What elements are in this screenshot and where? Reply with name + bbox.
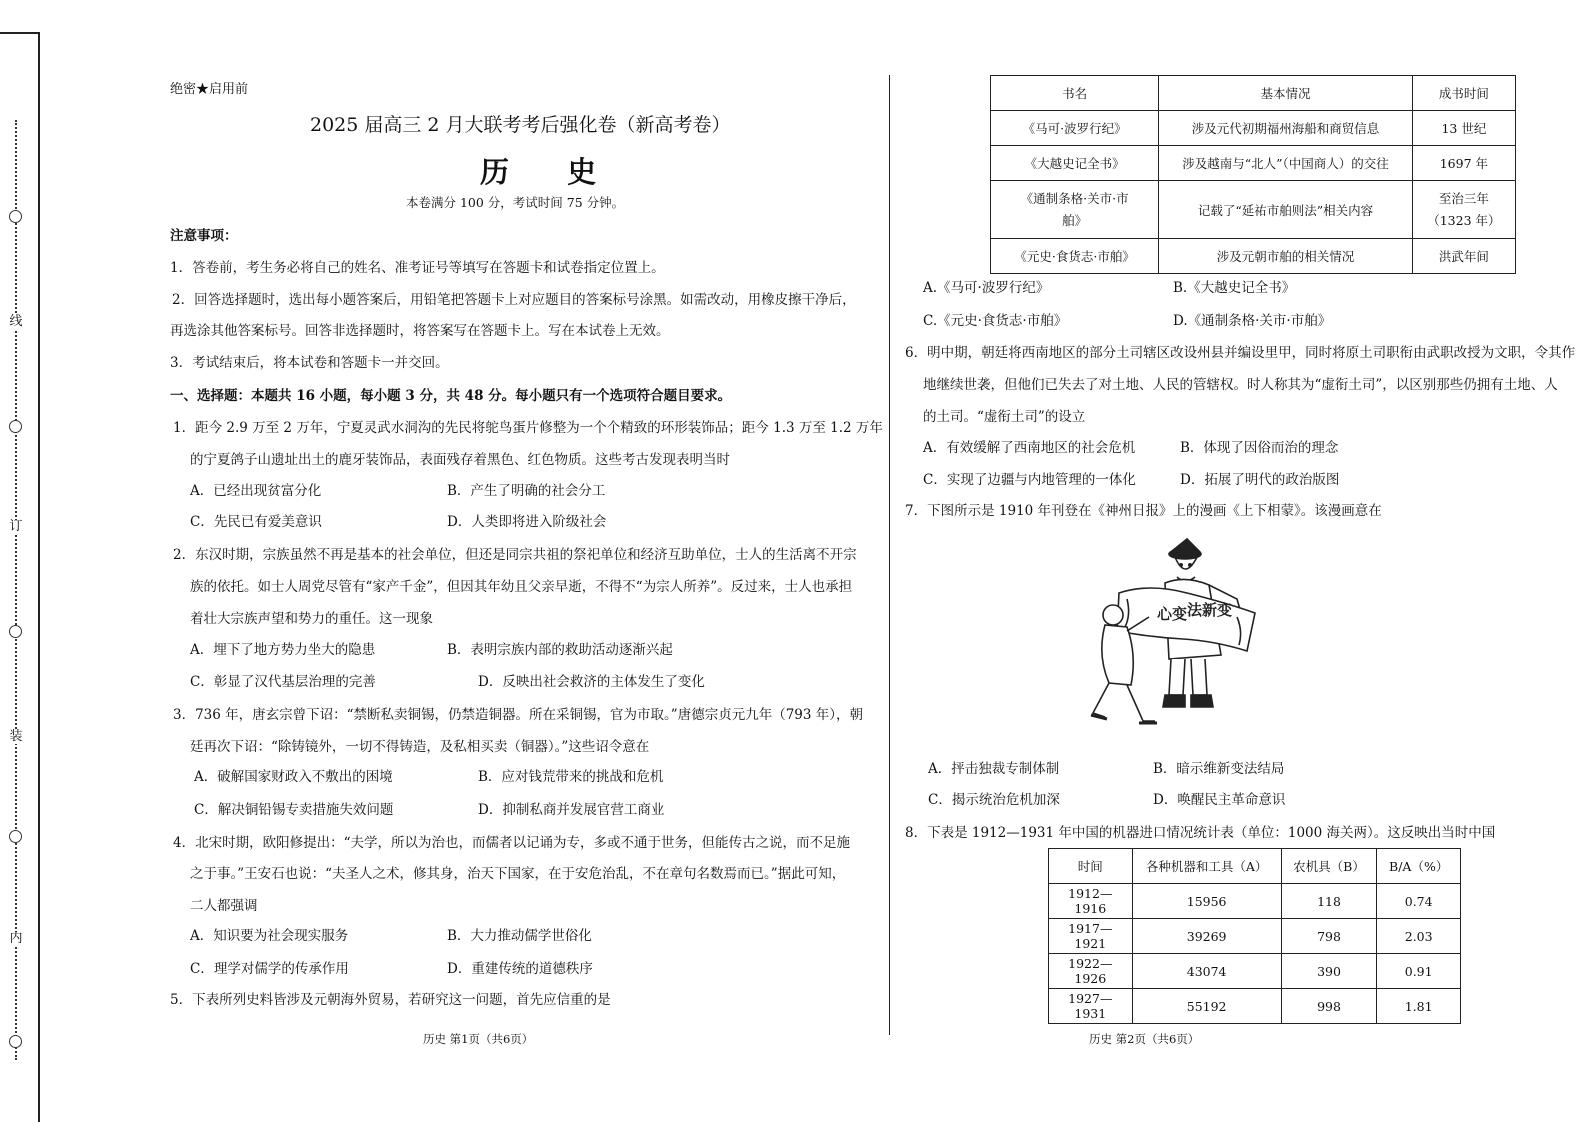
footer-page-2: 历史 第2页（共6页） [1089,1032,1200,1046]
option-b: B．暗示维新变法结局 [1153,761,1285,777]
table-cell [991,181,1159,239]
table-cell: 记载了“延祐市舶则法”相关内容 [1159,181,1412,239]
score-info: 本卷满分 100 分，考试时间 75 分钟。 [406,195,625,210]
option-a: A．已经出现贫富分化 [190,483,322,499]
table-header: 时间 [1049,849,1133,884]
cartoon-label-right: 法新变 [1187,601,1233,619]
binding-circle-icon [9,830,22,843]
table-cell-line: 《通制条格·关市·市 [1020,190,1129,206]
table-cell: 39269 [1132,919,1281,954]
table-row [991,146,1516,181]
notice-heading: 注意事项： [170,228,238,244]
option-a: A．埋下了地方势力坐大的隐患 [190,642,376,658]
question-5: 5．下表所列史料皆涉及元朝海外贸易，若研究这一问题，首先应信重的是 [170,992,611,1008]
option-a: A．知识要为社会现实服务 [190,928,349,944]
table-cell: 43074 [1132,954,1281,989]
secret-label: 绝密★启用前 [170,82,249,97]
table-header: 基本情况 [1159,76,1412,111]
table-cell [1412,181,1515,239]
page-divider [889,75,890,1035]
section-heading: 一、选择题：本题共 16 小题，每小题 3 分，共 48 分。每小题只有一个选项符合题目要求。 [170,388,732,404]
q8-table [1048,848,1461,1024]
table-row [991,239,1516,274]
subject-title: 历 史 [480,155,621,189]
notice-item: 1．答卷前，考生务必将自己的姓名、准考证号等填写在答题卡和试卷指定位置上。 [170,260,665,276]
table-cell: 0.91 [1377,954,1461,989]
option-d: D．拓展了明代的政治版图 [1180,472,1340,488]
table-cell: 涉及元代初期福州海船和商贸信息 [1159,111,1412,146]
option-d: D．人类即将进入阶级社会 [447,514,607,530]
option-c: C．揭示统治危机加深 [928,792,1060,808]
option-a: A．抨击独裁专制体制 [928,761,1060,777]
question-6-cont: 地继续世袭，但他们已失去了对土地、人民的管辖权。时人称其为“虚衔土司”，以区别那些仍拥有土地、人 [923,377,1558,393]
option-c: C．理学对儒学的传承作用 [190,961,349,977]
dotted-cut-line [15,120,17,1060]
table-cell: 15956 [1132,884,1281,919]
table-cell: 《元史·食货志·市舶》 [991,239,1159,274]
option-d: D．重建传统的道德秩序 [447,961,593,977]
table-cell: 1917—1921 [1049,919,1133,954]
option-a: A.《马可·波罗行纪》 [923,280,1050,296]
question-1-cont: 的宁夏鸽子山遗址出土的鹿牙装饰品，表面残存着黑色、红色物质。这些考古发现表明当时 [190,452,730,468]
option-d: D．抑制私商并发展官营工商业 [478,802,665,818]
binding-char: 线 [9,314,23,329]
question-6: 6．明中期，朝廷将西南地区的部分土司辖区改设州县并编设里甲，同时将原土司职衔由武职改授为文职，令其作 [905,345,1576,361]
table-cell-line: 舶》 [1062,212,1088,228]
table-row [1049,919,1461,954]
option-c: C．解决铜铅锡专卖措施失效问题 [194,802,394,818]
table-cell: 0.74 [1377,884,1461,919]
option-b: B．大力推动儒学世俗化 [447,928,592,944]
table-row [1049,884,1461,919]
question-8: 8．下表是 1912—1931 年中国的机器进口情况统计表（单位：1000 海关两）。这反映出当时中国 [905,825,1496,841]
binding-char: 订 [9,519,23,534]
table-cell: 1922—1926 [1049,954,1133,989]
binding-char: 装 [9,729,23,744]
q5-table [990,75,1516,274]
option-d: D.《通制条格·关市·市舶》 [1173,313,1332,329]
table-cell: 1697 年 [1412,146,1515,181]
binding-circle-icon [9,1035,22,1048]
binding-circle-icon [9,625,22,638]
question-6-cont: 的土司。“虚衔土司”的设立 [923,409,1086,425]
table-cell: 55192 [1132,989,1281,1024]
table-row [1049,989,1461,1024]
question-4-cont: 之于事。”王安石也说：“夫圣人之术，修其身，治天下国家，在于安危治乱，不在章句名数焉而已。”据此可知， [190,866,846,882]
table-header: B/A（%） [1377,849,1461,884]
table-cell: 1927—1931 [1049,989,1133,1024]
option-a: A．破解国家财政入不敷出的困境 [194,769,393,785]
question-2-cont: 着壮大宗族声望和势力的重任。这一现象 [190,611,433,627]
question-2: 2．东汉时期，宗族虽然不再是基本的社会单位，但还是同宗共祖的祭祀单位和经济互助单位，士人的生活离不开宗 [173,547,857,563]
table-header: 农机具（B） [1281,849,1377,884]
table-row [991,181,1516,239]
binding-dotted-line [9,90,23,1060]
table-header-row [1049,849,1461,884]
option-d: D．唤醒民主革命意识 [1153,792,1286,808]
table-cell: 1912—1916 [1049,884,1133,919]
table-cell-line: 至治三年 [1438,190,1489,206]
notice-item: 2．回答选择题时，选出每小题答案后，用铅笔把答题卡上对应题目的答案标号涂黑。如需改动，用橡皮擦干净后， [172,292,856,308]
table-cell: 涉及越南与“北人”（中国商人）的交往 [1159,146,1412,181]
option-c: C.《元史·食货志·市舶》 [923,313,1068,329]
table-cell: 13 世纪 [1412,111,1515,146]
question-4-cont: 二人都强调 [190,898,258,914]
table-cell: 118 [1281,884,1377,919]
option-a: A．有效缓解了西南地区的社会危机 [923,440,1136,456]
table-cell: 2.03 [1377,919,1461,954]
table-header: 成书时间 [1412,76,1515,111]
question-7: 7．下图所示是 1910 年刊登在《神州日报》上的漫画《上下相蒙》。该漫画意在 [905,503,1382,519]
option-c: C．先民已有爱美意识 [190,514,322,530]
option-b: B．体现了因俗而治的理念 [1180,440,1339,456]
option-b: B．应对钱荒带来的挑战和危机 [478,769,664,785]
binding-top-rule [0,32,40,34]
table-header: 书名 [991,76,1159,111]
notice-item: 3．考试结束后，将本试卷和答题卡一并交回。 [170,355,449,371]
table-cell: 390 [1281,954,1377,989]
option-d: D．反映出社会救济的主体发生了变化 [478,674,705,690]
option-b: B.《大越史记全书》 [1173,280,1296,296]
table-header: 各种机器和工具（A） [1132,849,1281,884]
table-cell: 《大越史记全书》 [991,146,1159,181]
cartoon-label-left: 心变 [1157,605,1188,623]
table-row [991,111,1516,146]
question-4: 4．北宋时期，欧阳修提出：“夫学，所以为治也，而儒者以记诵为专，多或不通于世务，但能传古之说，而不足施 [173,835,850,851]
binding-rule [38,32,40,1122]
table-cell: 1.81 [1377,989,1461,1024]
table-header-row [991,76,1516,111]
table-cell: 《马可·波罗行纪》 [991,111,1159,146]
exam-title: 2025 届高三 2 月大联考考后强化卷（新高考卷） [310,114,731,136]
option-c: C．实现了边疆与内地管理的一体化 [923,472,1136,488]
table-row [1049,954,1461,989]
footer-page-1: 历史 第1页（共6页） [423,1032,534,1046]
question-3-cont: 廷再次下诏：“除铸镜外，一切不得铸造，及私相买卖（铜器）。”这些诏令意在 [190,739,650,755]
question-2-cont: 族的依托。如士人周党尽管有“家产千金”，但因其年幼且父亲早逝，不得不“为宗人所养”。反过来，士人也承担 [190,579,853,595]
option-b: B．产生了明确的社会分工 [447,483,606,499]
notice-item: 再选涂其他答案标号。回答非选择题时，将答案写在答题卡上。写在本试卷上无效。 [170,323,670,339]
option-c: C．彰显了汉代基层治理的完善 [190,674,376,690]
option-b: B．表明宗族内部的救助活动逐渐兴起 [447,642,673,658]
table-cell: 涉及元朝市舶的相关情况 [1159,239,1412,274]
binding-circle-icon [9,210,22,223]
table-cell: 998 [1281,989,1377,1024]
cartoon-image [1087,535,1267,745]
table-cell: 798 [1281,919,1377,954]
question-3: 3．736 年，唐玄宗曾下诏：“禁断私卖铜锡，仍禁造铜器。所在采铜锡，官为市取。”唐德宗贞元九年（793 年），朝 [173,707,864,723]
question-1: 1．距今 2.9 万至 2 万年，宁夏灵武水洞沟的先民将鸵鸟蛋片修整为一个个精致的环形装饰品；距今 1.3 万至 1.2 万年 [173,420,883,436]
table-cell-line: （1323 年） [1427,212,1501,228]
binding-circle-icon [9,420,22,433]
binding-char: 内 [9,931,23,946]
table-cell: 洪武年间 [1412,239,1515,274]
